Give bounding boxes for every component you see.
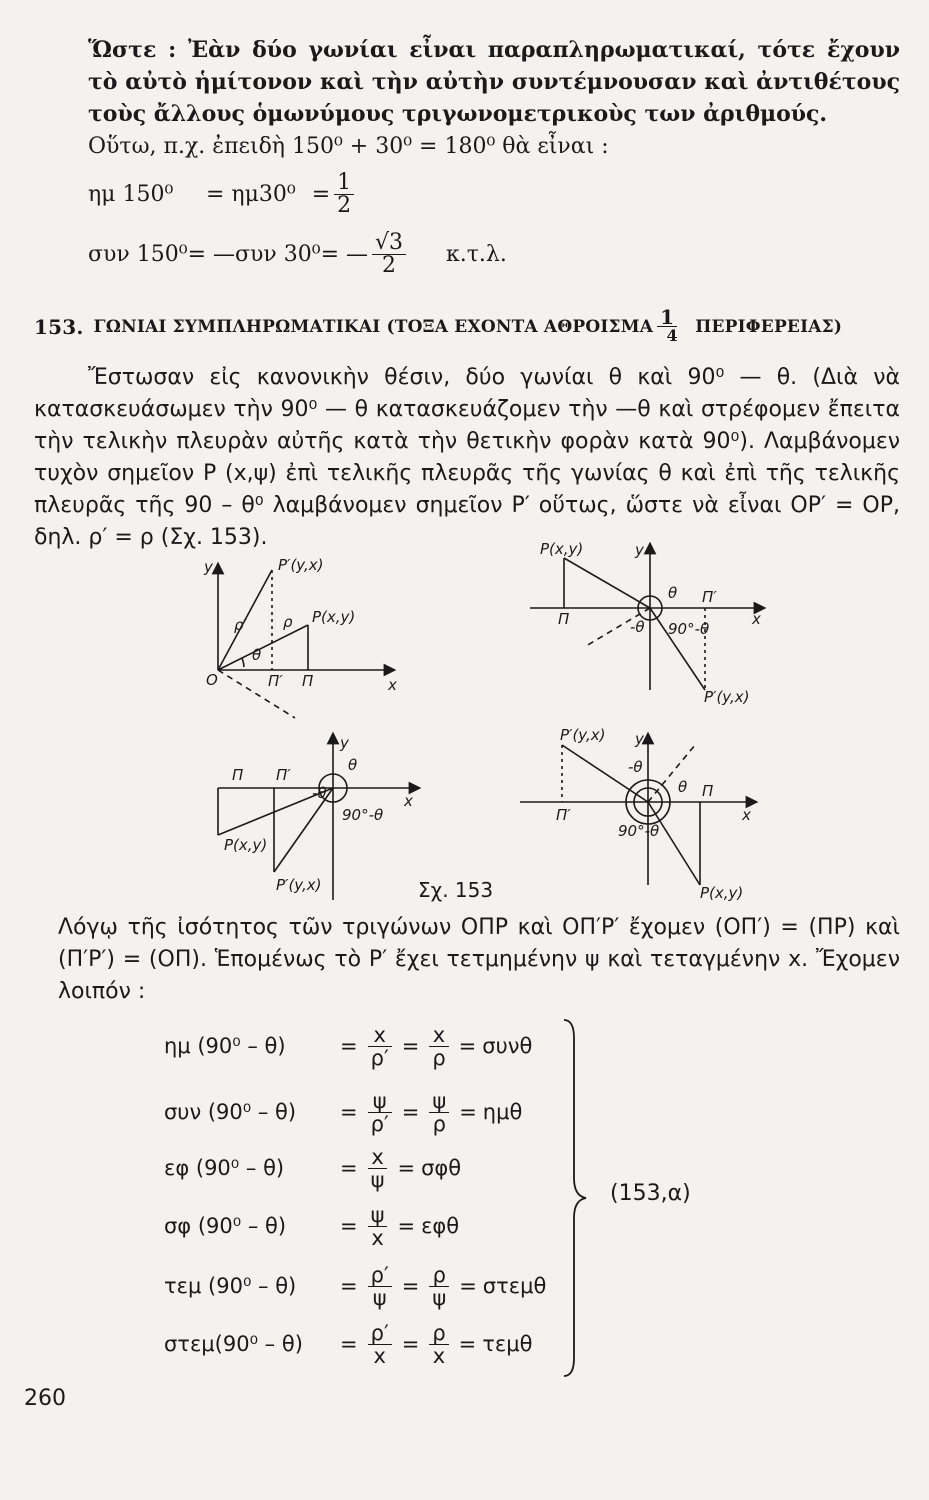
sin-eq: = bbox=[311, 182, 331, 207]
eq3-d1: ψ bbox=[370, 1167, 385, 1192]
eq2-d1: ρ′ bbox=[370, 1111, 389, 1136]
fig-b-pprime: P′(y,x) bbox=[704, 688, 750, 706]
figure-caption: Σχ. 153 bbox=[418, 878, 494, 902]
fig-a-piprime: Π′ bbox=[268, 672, 283, 690]
eq4-rhs: εφθ bbox=[421, 1214, 460, 1238]
eq6-n1: ρ′ bbox=[368, 1322, 392, 1345]
fig-a-origin: O bbox=[206, 671, 218, 689]
eq5-d2: ψ bbox=[432, 1285, 447, 1310]
etc: κ.τ.λ. bbox=[446, 242, 507, 267]
fig-d-x-label: x bbox=[742, 806, 751, 824]
equation-row-4 bbox=[164, 1204, 564, 1248]
eq3-eq2: = bbox=[397, 1156, 416, 1180]
eq6-d1: x bbox=[373, 1343, 386, 1368]
eq4-n1: ψ bbox=[368, 1204, 388, 1227]
section-frac-num: 1 bbox=[657, 308, 677, 327]
fig-d-theta: θ bbox=[678, 778, 688, 796]
cos-example bbox=[88, 232, 507, 277]
fig-b-y-label: y bbox=[635, 541, 644, 559]
fig-b-p: P(x,y) bbox=[540, 540, 584, 558]
equation-label: (153,α) bbox=[610, 1181, 691, 1206]
sin-lhs: ημ 150⁰ bbox=[88, 182, 174, 207]
fig-b-x-label: x bbox=[752, 610, 761, 628]
eq4-eq1: = bbox=[340, 1214, 358, 1238]
eq1-lhs: ημ (90⁰ – θ) bbox=[164, 1034, 286, 1058]
eq5-frac1 bbox=[368, 1264, 392, 1309]
eq6-lhs: στεμ(90⁰ – θ) bbox=[164, 1332, 303, 1356]
eq4-d1: x bbox=[371, 1225, 384, 1250]
eq5-lhs: τεμ (90⁰ – θ) bbox=[164, 1274, 297, 1298]
eq6-n2: ρ bbox=[429, 1322, 448, 1345]
eq2-eq3: = bbox=[459, 1100, 477, 1124]
fig-c-x-label: x bbox=[404, 792, 413, 810]
example-line: Οὕτω, π.χ. ἐπειδὴ 150⁰ + 30⁰ = 180⁰ θὰ εἶναι : bbox=[88, 134, 609, 159]
eq5-frac2 bbox=[429, 1264, 449, 1309]
eq1-eq1: = bbox=[340, 1034, 358, 1058]
equation-row-2 bbox=[164, 1090, 564, 1134]
fig-b-theta: θ bbox=[668, 584, 678, 602]
eq4-frac1 bbox=[368, 1204, 388, 1249]
eq6-d2: x bbox=[432, 1343, 446, 1368]
paragraph-2-first bbox=[58, 912, 900, 1008]
eq2-lhs: συν (90⁰ – θ) bbox=[164, 1100, 297, 1124]
eq6-eq2: = bbox=[401, 1332, 420, 1356]
eq6-frac1 bbox=[368, 1322, 392, 1367]
fig-b-negtheta: -θ bbox=[630, 618, 645, 636]
fig-d-negtheta: -θ bbox=[628, 758, 643, 776]
fig-a-rhoprime: ρ′ bbox=[234, 616, 247, 634]
sin-mid: = ημ30⁰ bbox=[206, 182, 296, 207]
section-number: 153. bbox=[34, 314, 84, 339]
eq3-lhs: εφ (90⁰ – θ) bbox=[164, 1156, 285, 1180]
equation-row-5 bbox=[164, 1264, 564, 1308]
eq2-eq2: = bbox=[401, 1100, 420, 1124]
fig-a-pprime: P′(y,x) bbox=[278, 556, 324, 574]
section-title-start: ΓΩΝΙΑΙ ΣΥΜΠΛΗΡΩΜΑΤΙΚΑΙ (ΤΟΞΑ ΕΧΟΝΤΑ ΑΘΡΟΙΣΜΑ bbox=[93, 316, 654, 337]
sin-denominator: 2 bbox=[337, 193, 352, 218]
eq4-lhs: σφ (90⁰ – θ) bbox=[164, 1214, 287, 1238]
fig-b-piprime: Π′ bbox=[702, 588, 717, 606]
equation-row-1 bbox=[164, 1024, 564, 1068]
fig-c-pprime: P′(y,x) bbox=[276, 876, 322, 894]
fig-c-negtheta: -θ bbox=[312, 784, 327, 802]
eq4-eq2: = bbox=[397, 1214, 416, 1238]
cos-denominator: 2 bbox=[382, 253, 396, 278]
eq1-n2: x bbox=[429, 1024, 448, 1047]
sin-example bbox=[88, 172, 358, 217]
eq2-rhs: ημθ bbox=[482, 1100, 523, 1124]
equation-row-3 bbox=[164, 1146, 564, 1190]
fig-a-rho: ρ bbox=[283, 613, 293, 631]
section-frac-den: 4 bbox=[666, 326, 678, 345]
eq5-eq2: = bbox=[401, 1274, 420, 1298]
eq2-n2: ψ bbox=[429, 1090, 449, 1113]
eq2-frac1 bbox=[368, 1090, 392, 1135]
fig-c-theta: θ bbox=[348, 756, 358, 774]
eq5-eq3: = bbox=[459, 1274, 477, 1298]
eq2-frac2 bbox=[429, 1090, 449, 1135]
section-title-end: ΠΕΡΙΦΕΡΕΙΑΣ) bbox=[695, 316, 843, 337]
eq1-frac2 bbox=[429, 1024, 448, 1069]
paragraph-2: Λόγῳ τῆς ἰσότητος τῶν τριγώνων ΟΠΡ καὶ ΟΠ′Ρ′ ἔχομεν (ΟΠ′) = (ΠΡ) καὶ (Π′Ρ′) = (ΟΠ). Ἑπομένως τὸ Ρ′ ἔχει τετμημένην ψ καὶ τεταγμένην x. Ἔχομεν λοιπόν : bbox=[58, 915, 900, 1004]
eq1-d2: ρ bbox=[432, 1045, 446, 1070]
eq1-frac1 bbox=[368, 1024, 392, 1069]
figure-a bbox=[218, 568, 390, 718]
eq1-eq3: = bbox=[458, 1034, 477, 1058]
fig-d-pi: Π bbox=[702, 782, 714, 800]
cos-numerator: √3 bbox=[372, 232, 406, 255]
eq6-rhs: τεμθ bbox=[482, 1332, 533, 1356]
fig-a-p: P(x,y) bbox=[312, 608, 356, 626]
cos-lhs: συν 150⁰= —συν 30⁰= — bbox=[88, 242, 368, 267]
fig-c-y-label: y bbox=[340, 734, 349, 752]
page-number: 260 bbox=[24, 1386, 66, 1411]
section-heading bbox=[34, 305, 914, 345]
eq6-frac2 bbox=[429, 1322, 448, 1367]
eq6-eq3: = bbox=[458, 1332, 477, 1356]
fig-a-pi: Π bbox=[302, 672, 314, 690]
fig-c-ninety: 90°-θ bbox=[342, 806, 384, 824]
fig-d-ninety: 90°-θ bbox=[618, 822, 660, 840]
eq1-d1: ρ′ bbox=[370, 1045, 389, 1070]
eq3-frac1 bbox=[368, 1146, 388, 1191]
cos-fraction bbox=[372, 232, 406, 277]
fig-a-y-label: y bbox=[204, 558, 213, 576]
eq3-n1: x bbox=[368, 1146, 388, 1169]
figure-153 bbox=[190, 540, 760, 905]
paragraph-1: Ἔστωσαν εἰς κανονικὴν θέσιν, δύο γωνίαι θ καὶ 90⁰ — θ. (Διὰ νὰ κατασκευάσωμεν τὴν 90⁰ — θ κατασκευάζομεν τὴν —θ καὶ στρέφομεν ἔπειτα τὴν τελικὴν πλευρὰν αὐτῆς κατὰ τὴν θετικὴν φορὰν κατὰ 90⁰). Λαμβάνομεν τυχὸν σημεῖον Ρ (x,ψ) ἐπὶ τελικῆς πλευρᾶς τῆς γωνίας θ καὶ ἐπὶ τῆς τελικῆς πλευρᾶς τῆς 90 – θ⁰ λαμβάνομεν σημεῖον Ρ′ οὕτως, ὥστε νὰ εἶναι ΟΡ′ = ΟΡ, δηλ. ρ′ = ρ (Σχ. 153). bbox=[34, 365, 900, 550]
right-brace bbox=[560, 1018, 590, 1378]
eq5-d1: ψ bbox=[372, 1285, 387, 1310]
section-fraction bbox=[657, 305, 687, 345]
eq5-n1: ρ′ bbox=[368, 1264, 392, 1287]
eq1-eq2: = bbox=[401, 1034, 420, 1058]
eq2-eq1: = bbox=[340, 1100, 358, 1124]
eq5-eq1: = bbox=[340, 1274, 358, 1298]
eq3-eq1: = bbox=[340, 1156, 358, 1180]
eq5-n2: ρ bbox=[429, 1264, 449, 1287]
equation-row-6 bbox=[164, 1322, 564, 1366]
intro-paragraph: Ὥστε : Ἐὰν δύο γωνίαι εἶναι παραπληρωματικαί, τότε ἔχουν τὸ αὐτὸ ἡμίτονον καὶ τὴν αὐτὴν συντέμνουσαν καὶ ἀντιθέτους τοὺς ἄλλους ὁμωνύμους τριγωνομετρικοὺς των ἀριθμούς. bbox=[88, 37, 900, 127]
eq5-rhs: στεμθ bbox=[482, 1274, 547, 1298]
fig-a-theta: θ bbox=[252, 646, 262, 664]
fig-c-piprime: Π′ bbox=[276, 766, 291, 784]
fig-d-y-label: y bbox=[635, 730, 644, 748]
eq1-rhs: συνθ bbox=[482, 1034, 533, 1058]
fig-d-piprime: Π′ bbox=[556, 806, 571, 824]
sin-fraction bbox=[334, 172, 354, 217]
fig-b-pi: Π bbox=[558, 610, 570, 628]
fig-b-ninety: 90°-θ bbox=[668, 620, 710, 638]
fig-d-pprime: P′(y,x) bbox=[560, 726, 606, 744]
eq1-n1: x bbox=[368, 1024, 392, 1047]
eq6-eq1: = bbox=[340, 1332, 358, 1356]
fig-c-pi: Π bbox=[232, 766, 244, 784]
eq2-d2: ρ bbox=[432, 1111, 446, 1136]
fig-c-p: P(x,y) bbox=[224, 836, 268, 854]
sin-numerator: 1 bbox=[334, 172, 354, 195]
eq2-n1: ψ bbox=[368, 1090, 392, 1113]
eq3-rhs: σφθ bbox=[421, 1156, 462, 1180]
fig-d-p: P(x,y) bbox=[700, 884, 744, 902]
fig-a-x-label: x bbox=[388, 676, 397, 694]
